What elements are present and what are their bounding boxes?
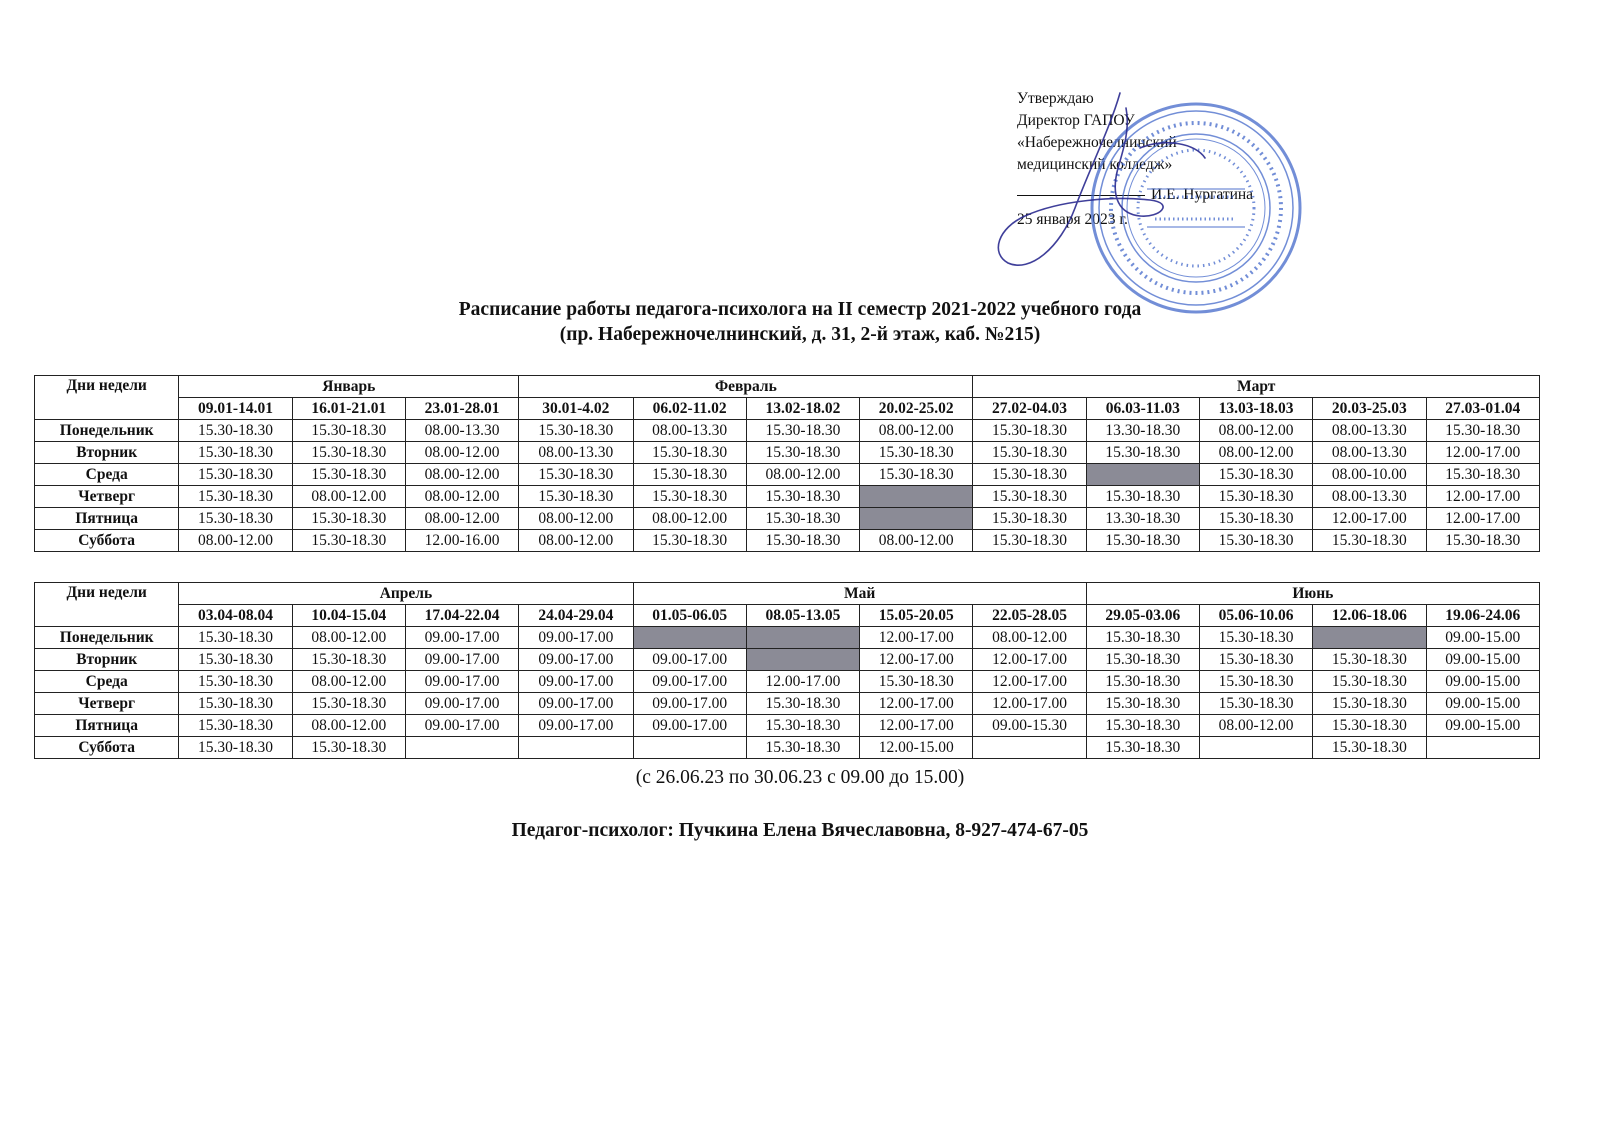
schedule-cell: 15.30-18.30 bbox=[860, 464, 973, 486]
schedule-cell: 15.30-18.30 bbox=[746, 693, 859, 715]
schedule-cell: 15.30-18.30 bbox=[633, 442, 746, 464]
title-line-1: Расписание работы педагога-психолога на II семестр 2021-2022 учебного года bbox=[458, 299, 1142, 320]
schedule-table-1 bbox=[34, 375, 1540, 552]
approval-line-2: Директор ГАПОУ bbox=[1017, 112, 1135, 129]
schedule-cell: 15.30-18.30 bbox=[1199, 649, 1312, 671]
table-row bbox=[35, 442, 1540, 464]
schedule-cell: 15.30-18.30 bbox=[1199, 530, 1312, 552]
schedule-cell: 15.30-18.30 bbox=[746, 486, 859, 508]
title-line-2: (пр. Набережночелнинский, д. 31, 2-й этаж, каб. №215) bbox=[559, 324, 1041, 345]
schedule-cell: 15.30-18.30 bbox=[292, 737, 405, 759]
week-header: 17.04-22.04 bbox=[405, 605, 518, 627]
approval-date: 25 января 2023 г. bbox=[1017, 211, 1128, 228]
schedule-cell: 09.00-17.00 bbox=[405, 693, 518, 715]
schedule-cell: 15.30-18.30 bbox=[1086, 671, 1199, 693]
schedule-cell: 15.30-18.30 bbox=[179, 737, 292, 759]
schedule-cell: 08.00-13.30 bbox=[405, 420, 518, 442]
schedule-cell: 12.00-17.00 bbox=[973, 649, 1086, 671]
table-row bbox=[35, 649, 1540, 671]
schedule-cell: 15.30-18.30 bbox=[1199, 627, 1312, 649]
schedule-cell: 08.00-12.00 bbox=[405, 486, 518, 508]
schedule-cell: 15.30-18.30 bbox=[179, 649, 292, 671]
schedule-cell: 15.30-18.30 bbox=[292, 442, 405, 464]
schedule-cell: 09.00-15.00 bbox=[1426, 671, 1539, 693]
week-header-row bbox=[35, 605, 1540, 627]
schedule-cell: 08.00-12.00 bbox=[1199, 420, 1312, 442]
schedule-cell: 12.00-17.00 bbox=[860, 649, 973, 671]
week-header: 13.03-18.03 bbox=[1199, 398, 1312, 420]
week-header-row bbox=[35, 398, 1540, 420]
signature-icon bbox=[990, 88, 1230, 278]
week-header: 05.06-10.06 bbox=[1199, 605, 1312, 627]
schedule-cell: 12.00-17.00 bbox=[1426, 508, 1540, 530]
day-label: Четверг bbox=[35, 486, 179, 508]
week-header: 13.02-18.02 bbox=[746, 398, 859, 420]
schedule-cell: 12.00-15.00 bbox=[860, 737, 973, 759]
schedule-cell: 13.30-18.30 bbox=[1086, 508, 1199, 530]
month-header: Март bbox=[973, 376, 1540, 398]
schedule-cell: 08.00-10.00 bbox=[1313, 464, 1426, 486]
schedule-cell: 12.00-17.00 bbox=[746, 671, 859, 693]
schedule-cell: 15.30-18.30 bbox=[292, 420, 405, 442]
schedule-cell: 15.30-18.30 bbox=[179, 715, 292, 737]
unavailable-cell bbox=[1313, 627, 1426, 649]
day-label: Пятница bbox=[35, 508, 179, 530]
schedule-cell: 12.00-17.00 bbox=[1313, 508, 1426, 530]
day-label: Среда bbox=[35, 671, 179, 693]
approval-line-3: «Набережночелнинский bbox=[1017, 134, 1177, 151]
week-header: 27.02-04.03 bbox=[973, 398, 1086, 420]
schedule-cell: 15.30-18.30 bbox=[1313, 693, 1426, 715]
table-row bbox=[35, 693, 1540, 715]
schedule-cell: 09.00-17.00 bbox=[633, 715, 746, 737]
schedule-cell: 12.00-17.00 bbox=[973, 671, 1086, 693]
schedule-cell: 08.00-13.30 bbox=[1313, 486, 1426, 508]
schedule-title bbox=[0, 297, 1600, 347]
schedule-cell: 15.30-18.30 bbox=[1313, 715, 1426, 737]
schedule-cell: 08.00-12.00 bbox=[746, 464, 859, 486]
schedule-cell: 09.00-15.00 bbox=[1426, 715, 1539, 737]
schedule-cell: 09.00-15.00 bbox=[1426, 649, 1539, 671]
week-header: 20.02-25.02 bbox=[860, 398, 973, 420]
schedule-cell: 09.00-17.00 bbox=[405, 715, 518, 737]
schedule-cell: 15.30-18.30 bbox=[1199, 671, 1312, 693]
week-header: 10.04-15.04 bbox=[292, 605, 405, 627]
day-label: Понедельник bbox=[35, 420, 179, 442]
schedule-cell: 08.00-12.00 bbox=[1199, 715, 1312, 737]
schedule-cell: 08.00-12.00 bbox=[405, 442, 518, 464]
month-header: Июнь bbox=[1086, 583, 1539, 605]
table-row bbox=[35, 486, 1540, 508]
schedule-cell: 15.30-18.30 bbox=[973, 464, 1086, 486]
signer-name: И.Е. Нургатина bbox=[1151, 186, 1254, 203]
month-header-row bbox=[35, 583, 1540, 605]
schedule-cell: 15.30-18.30 bbox=[1086, 693, 1199, 715]
unavailable-cell bbox=[1086, 464, 1199, 486]
day-label: Суббота bbox=[35, 530, 179, 552]
schedule-note: (с 26.06.23 по 30.06.23 с 09.00 до 15.00) bbox=[635, 767, 965, 788]
schedule-cell: 08.00-12.00 bbox=[633, 508, 746, 530]
schedule-cell: 09.00-17.00 bbox=[633, 693, 746, 715]
week-header: 29.05-03.06 bbox=[1086, 605, 1199, 627]
schedule-cell: 08.00-13.30 bbox=[519, 442, 633, 464]
schedule-table-2 bbox=[34, 582, 1540, 759]
schedule-cell: 15.30-18.30 bbox=[179, 420, 292, 442]
schedule-cell: 09.00-15.00 bbox=[1426, 627, 1539, 649]
day-label: Четверг bbox=[35, 693, 179, 715]
week-header: 23.01-28.01 bbox=[405, 398, 518, 420]
week-header: 15.05-20.05 bbox=[860, 605, 973, 627]
schedule-cell: 15.30-18.30 bbox=[179, 486, 292, 508]
week-header: 24.04-29.04 bbox=[519, 605, 633, 627]
schedule-cell: 08.00-12.00 bbox=[973, 627, 1086, 649]
schedule-cell: 15.30-18.30 bbox=[1199, 693, 1312, 715]
schedule-cell bbox=[405, 737, 518, 759]
schedule-cell: 15.30-18.30 bbox=[746, 715, 859, 737]
week-header: 12.06-18.06 bbox=[1313, 605, 1426, 627]
unavailable-cell bbox=[633, 627, 746, 649]
schedule-cell: 15.30-18.30 bbox=[292, 649, 405, 671]
schedule-cell: 08.00-12.00 bbox=[519, 530, 633, 552]
schedule-cell: 15.30-18.30 bbox=[860, 442, 973, 464]
schedule-cell: 15.30-18.30 bbox=[1199, 508, 1312, 530]
month-header: Апрель bbox=[179, 583, 633, 605]
week-header: 22.05-28.05 bbox=[973, 605, 1086, 627]
table-row bbox=[35, 715, 1540, 737]
schedule-cell bbox=[633, 737, 746, 759]
schedule-cell: 15.30-18.30 bbox=[633, 486, 746, 508]
day-label: Пятница bbox=[35, 715, 179, 737]
schedule-cell: 15.30-18.30 bbox=[292, 508, 405, 530]
schedule-cell: 15.30-18.30 bbox=[1313, 530, 1426, 552]
schedule-cell: 09.00-17.00 bbox=[519, 715, 633, 737]
schedule-cell: 08.00-12.00 bbox=[519, 508, 633, 530]
week-header: 20.03-25.03 bbox=[1313, 398, 1426, 420]
day-label: Среда bbox=[35, 464, 179, 486]
schedule-cell: 15.30-18.30 bbox=[519, 420, 633, 442]
schedule-cell: 08.00-12.00 bbox=[405, 508, 518, 530]
schedule-cell: 09.00-17.00 bbox=[519, 693, 633, 715]
schedule-cell: 15.30-18.30 bbox=[519, 486, 633, 508]
schedule-cell: 12.00-17.00 bbox=[860, 715, 973, 737]
schedule-cell: 12.00-17.00 bbox=[860, 693, 973, 715]
schedule-cell: 15.30-18.30 bbox=[633, 530, 746, 552]
table-row bbox=[35, 737, 1540, 759]
schedule-cell: 08.00-12.00 bbox=[292, 715, 405, 737]
approval-line-1: Утверждаю bbox=[1017, 90, 1094, 107]
schedule-cell: 15.30-18.30 bbox=[1086, 530, 1199, 552]
schedule-cell: 13.30-18.30 bbox=[1086, 420, 1199, 442]
schedule-cell: 15.30-18.30 bbox=[1086, 649, 1199, 671]
schedule-cell: 15.30-18.30 bbox=[1199, 486, 1312, 508]
schedule-cell: 09.00-17.00 bbox=[519, 649, 633, 671]
schedule-cell: 12.00-17.00 bbox=[1426, 442, 1540, 464]
schedule-cell: 08.00-12.00 bbox=[292, 627, 405, 649]
schedule-cell: 15.30-18.30 bbox=[633, 464, 746, 486]
schedule-cell: 15.30-18.30 bbox=[1426, 464, 1540, 486]
schedule-cell: 09.00-17.00 bbox=[633, 671, 746, 693]
days-header: Дни недели bbox=[35, 583, 179, 627]
schedule-cell: 15.30-18.30 bbox=[1086, 737, 1199, 759]
schedule-cell: 15.30-18.30 bbox=[746, 530, 859, 552]
day-label: Понедельник bbox=[35, 627, 179, 649]
schedule-cell: 15.30-18.30 bbox=[1086, 442, 1199, 464]
table-row bbox=[35, 420, 1540, 442]
schedule-cell: 09.00-17.00 bbox=[633, 649, 746, 671]
schedule-cell: 09.00-17.00 bbox=[405, 671, 518, 693]
schedule-cell: 15.30-18.30 bbox=[1426, 420, 1540, 442]
schedule-cell: 15.30-18.30 bbox=[973, 442, 1086, 464]
schedule-cell: 08.00-12.00 bbox=[292, 671, 405, 693]
schedule-cell: 12.00-17.00 bbox=[860, 627, 973, 649]
month-header: Май bbox=[633, 583, 1086, 605]
unavailable-cell bbox=[746, 627, 859, 649]
schedule-cell: 15.30-18.30 bbox=[746, 508, 859, 530]
schedule-cell: 15.30-18.30 bbox=[1426, 530, 1540, 552]
approval-line-4: медицинский колледж» bbox=[1017, 156, 1173, 173]
week-header: 09.01-14.01 bbox=[179, 398, 292, 420]
schedule-cell: 08.00-13.30 bbox=[1313, 420, 1426, 442]
week-header: 16.01-21.01 bbox=[292, 398, 405, 420]
schedule-cell: 08.00-12.00 bbox=[292, 486, 405, 508]
schedule-cell: 08.00-13.30 bbox=[1313, 442, 1426, 464]
week-header: 19.06-24.06 bbox=[1426, 605, 1539, 627]
week-header: 03.04-08.04 bbox=[179, 605, 292, 627]
schedule-cell: 15.30-18.30 bbox=[1313, 737, 1426, 759]
day-label: Вторник bbox=[35, 442, 179, 464]
schedule-cell: 08.00-12.00 bbox=[860, 420, 973, 442]
schedule-cell: 12.00-17.00 bbox=[1426, 486, 1540, 508]
schedule-cell: 15.30-18.30 bbox=[1313, 671, 1426, 693]
schedule-cell: 09.00-17.00 bbox=[405, 627, 518, 649]
schedule-cell: 08.00-12.00 bbox=[1199, 442, 1312, 464]
footer-contact: Педагог-психолог: Пучкина Елена Вячеславовна, 8-927-474-67-05 bbox=[511, 820, 1089, 841]
week-header: 08.05-13.05 bbox=[746, 605, 859, 627]
table-row bbox=[35, 464, 1540, 486]
unavailable-cell bbox=[860, 486, 973, 508]
schedule-cell: 15.30-18.30 bbox=[179, 508, 292, 530]
schedule-cell: 08.00-12.00 bbox=[860, 530, 973, 552]
schedule-cell: 15.30-18.30 bbox=[292, 693, 405, 715]
schedule-cell: 15.30-18.30 bbox=[292, 530, 405, 552]
schedule-cell: 15.30-18.30 bbox=[1086, 486, 1199, 508]
schedule-cell: 09.00-15.30 bbox=[973, 715, 1086, 737]
schedule-cell: 15.30-18.30 bbox=[973, 508, 1086, 530]
schedule-cell: 15.30-18.30 bbox=[746, 442, 859, 464]
schedule-cell: 09.00-17.00 bbox=[405, 649, 518, 671]
schedule-cell bbox=[1199, 737, 1312, 759]
week-header: 06.03-11.03 bbox=[1086, 398, 1199, 420]
day-label: Вторник bbox=[35, 649, 179, 671]
schedule-cell: 15.30-18.30 bbox=[746, 420, 859, 442]
schedule-cell: 15.30-18.30 bbox=[1086, 715, 1199, 737]
schedule-cell bbox=[519, 737, 633, 759]
schedule-cell: 08.00-12.00 bbox=[405, 464, 518, 486]
schedule-cell: 09.00-15.00 bbox=[1426, 693, 1539, 715]
schedule-cell: 15.30-18.30 bbox=[292, 464, 405, 486]
week-header: 01.05-06.05 bbox=[633, 605, 746, 627]
schedule-cell: 09.00-17.00 bbox=[519, 627, 633, 649]
schedule-cell: 09.00-17.00 bbox=[519, 671, 633, 693]
week-header: 30.01-4.02 bbox=[519, 398, 633, 420]
day-label: Суббота bbox=[35, 737, 179, 759]
schedule-cell bbox=[1426, 737, 1539, 759]
schedule-cell: 12.00-16.00 bbox=[405, 530, 518, 552]
schedule-cell: 15.30-18.30 bbox=[179, 627, 292, 649]
schedule-cell: 15.30-18.30 bbox=[1199, 464, 1312, 486]
days-header: Дни недели bbox=[35, 376, 179, 420]
table-row bbox=[35, 627, 1540, 649]
month-header-row bbox=[35, 376, 1540, 398]
schedule-cell: 15.30-18.30 bbox=[179, 693, 292, 715]
week-header: 06.02-11.02 bbox=[633, 398, 746, 420]
table-row bbox=[35, 508, 1540, 530]
unavailable-cell bbox=[746, 649, 859, 671]
schedule-cell: 15.30-18.30 bbox=[1313, 649, 1426, 671]
table-row bbox=[35, 530, 1540, 552]
schedule-cell: 15.30-18.30 bbox=[1086, 627, 1199, 649]
schedule-cell: 15.30-18.30 bbox=[973, 530, 1086, 552]
schedule-cell: 15.30-18.30 bbox=[860, 671, 973, 693]
schedule-cell: 08.00-12.00 bbox=[179, 530, 292, 552]
schedule-cell: 08.00-13.30 bbox=[633, 420, 746, 442]
week-header: 27.03-01.04 bbox=[1426, 398, 1540, 420]
schedule-cell: 15.30-18.30 bbox=[973, 420, 1086, 442]
month-header: Январь bbox=[179, 376, 519, 398]
month-header: Февраль bbox=[519, 376, 973, 398]
unavailable-cell bbox=[860, 508, 973, 530]
schedule-cell: 15.30-18.30 bbox=[746, 737, 859, 759]
schedule-cell bbox=[973, 737, 1086, 759]
schedule-cell: 15.30-18.30 bbox=[973, 486, 1086, 508]
table-row bbox=[35, 671, 1540, 693]
schedule-cell: 12.00-17.00 bbox=[973, 693, 1086, 715]
schedule-cell: 15.30-18.30 bbox=[179, 442, 292, 464]
schedule-cell: 15.30-18.30 bbox=[519, 464, 633, 486]
schedule-cell: 15.30-18.30 bbox=[179, 464, 292, 486]
schedule-cell: 15.30-18.30 bbox=[179, 671, 292, 693]
